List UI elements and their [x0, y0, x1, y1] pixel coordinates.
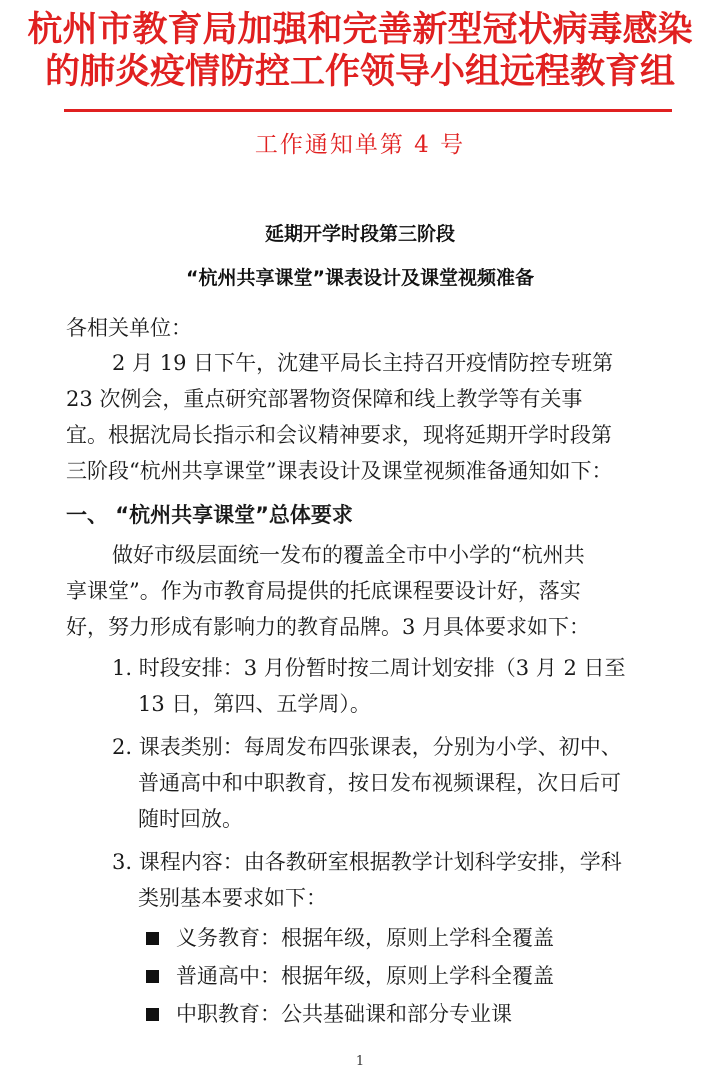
list-item-1-line: 1. 时段安排：3 月份暂时按二周计划安排（3 月 2 日至 [112, 656, 626, 680]
header-title-line2: 的肺炎疫情防控工作领导小组远程教育组 [44, 52, 675, 92]
intro-line: 宜。根据沈局长指示和会议精神要求，现将延期开学时段第 [66, 423, 612, 447]
list-item-3-line: 3. 课程内容：由各教研室根据教学计划科学安排，学科 [112, 850, 622, 874]
bullet-item: 中职教育：公共基础课和部分专业课 [176, 1002, 512, 1026]
square-bullet-icon [146, 932, 159, 945]
intro-line: 23 次例会，重点研究部署物资保障和线上教学等有关事 [66, 387, 583, 411]
subtitle-line2: “杭州共享课堂”课表设计及课堂视频准备 [186, 267, 534, 289]
intro-line: 2 月 19 日下午，沈建平局长主持召开疫情防控专班第 [112, 351, 614, 375]
bullet-item: 义务教育：根据年级，原则上学科全覆盖 [176, 926, 554, 950]
list-item-2-line: 随时回放。 [138, 807, 243, 831]
list-item-2-line: 普通高中和中职教育，按日发布视频课程，次日后可 [138, 771, 621, 795]
page-number: 1 [355, 1054, 365, 1069]
list-item-3-line: 类别基本要求如下： [138, 886, 327, 910]
notice-number: 工作通知单第 4 号 [254, 132, 466, 158]
section-para-line: 好，努力形成有影响力的教育品牌。3 月具体要求如下： [66, 615, 591, 639]
header-divider [64, 109, 672, 112]
bullet-item: 普通高中：根据年级，原则上学科全覆盖 [176, 964, 554, 988]
section-heading: 一、 “杭州共享课堂”总体要求 [66, 503, 353, 527]
list-item-1-line: 13 日，第四、五学周）。 [138, 692, 371, 716]
list-item-2-line: 2. 课表类别：每周发布四张课表，分别为小学、初中、 [112, 735, 622, 759]
section-para-line: 做好市级层面统一发布的覆盖全市中小学的“杭州共 [112, 543, 585, 567]
square-bullet-icon [146, 970, 159, 983]
salutation: 各相关单位： [66, 316, 192, 340]
subtitle-line1: 延期开学时段第三阶段 [264, 223, 455, 245]
intro-line: 三阶段“杭州共享课堂”课表设计及课堂视频准备通知如下： [66, 459, 613, 483]
square-bullet-icon [146, 1008, 159, 1021]
section-para-line: 享课堂”。作为市教育局提供的托底课程要设计好，落实 [66, 579, 581, 603]
header-title-line1: 杭州市教育局加强和完善新型冠状病毒感染 [27, 10, 693, 50]
